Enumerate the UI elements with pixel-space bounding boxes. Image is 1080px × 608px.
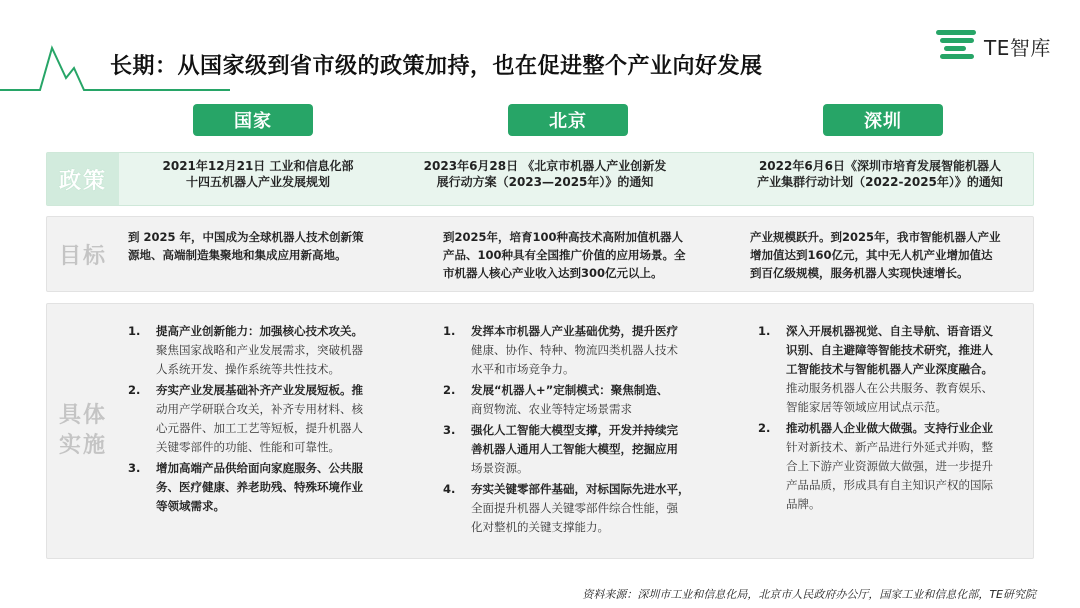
list-item — [443, 421, 713, 478]
list-item — [758, 419, 1030, 514]
policy-beijing — [410, 158, 680, 190]
measures-beijing — [443, 322, 713, 539]
list-item-line: 等领域需求。 — [156, 499, 225, 513]
column-header-beijing: 北京 — [508, 104, 628, 136]
list-item-line: 动用产学研联合攻关，补齐专用材料、核 — [156, 402, 363, 416]
list-item-number: 3. — [443, 423, 456, 437]
list-item-number: 4. — [443, 482, 456, 496]
list-item — [443, 480, 713, 537]
goal-shenzhen-line1: 产业规模跃升。到2025年，我市智能机器人产业 — [750, 230, 1001, 244]
row-label-policy: 政策 — [58, 168, 107, 194]
list-item-number: 1. — [758, 324, 771, 338]
goal-national-line1: 到 2025 年，中国成为全球机器人技术创新策 — [128, 230, 364, 244]
policy-national — [128, 158, 388, 190]
list-item-number: 3. — [128, 461, 141, 475]
policy-national-line1: 2021年12月21日 工业和信息化部 — [162, 159, 354, 173]
goal-shenzhen-line2: 增加值达到160亿元，其中无人机产业增加值达 — [750, 248, 993, 262]
list-item-line: 发展“机器人+”定制模式：聚焦制造、 — [471, 383, 669, 397]
policy-shenzhen-line1: 2022年6月6日《深圳市培育发展智能机器人 — [758, 159, 1002, 173]
list-item-line: 产品品质，形成具有自主知识产权的国际 — [786, 478, 993, 492]
row-label-measures-line2: 实施 — [58, 433, 107, 458]
list-item-line: 推动服务机器人在公共服务、教育娱乐、 — [786, 381, 993, 395]
list-item-line: 识别、自主避障等智能技术研究，推进人 — [786, 343, 993, 357]
policy-beijing-line1: 2023年6月28日 《北京市机器人产业创新发 — [423, 159, 667, 173]
te-stripes-logo-icon — [936, 30, 978, 62]
column-header-national: 国家 — [193, 104, 313, 136]
list-item-line: 夯实产业发展基础补齐产业发展短板。推 — [156, 383, 363, 397]
goal-national-line2: 源地、高端制造集聚地和集成应用新高地。 — [128, 248, 347, 262]
list-item-line: 合上下游产业资源做大做强，进一步提升 — [786, 459, 993, 473]
list-item-number: 2. — [128, 383, 141, 397]
list-item-line: 商贸物流、农业等特定场景需求 — [471, 402, 632, 416]
list-item-line: 聚焦国家战略和产业发展需求，突破机器 — [156, 343, 363, 357]
policy-national-line2: 十四五机器人产业发展规划 — [185, 175, 330, 189]
goal-national — [128, 228, 388, 264]
list-item — [128, 322, 388, 379]
list-item-number: 1. — [443, 324, 456, 338]
list-item — [758, 322, 1030, 417]
measures-shenzhen — [758, 322, 1030, 516]
goal-beijing-line1: 到2025年，培育100种高技术高附加值机器人 — [443, 230, 684, 244]
list-item-line: 针对新技术、新产品进行外延式并购，整 — [786, 440, 993, 454]
list-item-line: 化对整机的关键支撑能力。 — [471, 520, 609, 534]
list-item-number: 2. — [443, 383, 456, 397]
row-label-measures — [47, 304, 119, 558]
row-label-measures-line1: 具体 — [58, 403, 107, 428]
list-item-number: 2. — [758, 421, 771, 435]
list-item-line: 增加高端产品供给面向家庭服务、公共服 — [156, 461, 363, 475]
list-item-line: 善机器人通用人工智能大模型，挖掘应用 — [471, 442, 678, 456]
list-item-line: 智能家居等领域应用试点示范。 — [786, 400, 947, 414]
list-item-line: 强化人工智能大模型支撑，开发并持续完 — [471, 423, 678, 437]
list-item-line: 关键零部件的功能、性能和可靠性。 — [156, 440, 340, 454]
list-item-line: 健康、协作、特种、物流四类机器人技术 — [471, 343, 678, 357]
list-item-line: 发挥本市机器人产业基础优势，提升医疗 — [471, 324, 678, 338]
list-item-line: 人系统开发、操作系统等共性技术。 — [156, 362, 340, 376]
goal-shenzhen-line3: 到百亿级规模，服务机器人实现快速增长。 — [750, 266, 969, 280]
list-item — [443, 381, 713, 419]
list-item-line: 提高产业创新能力：加强核心技术攻关。 — [156, 324, 363, 338]
logo — [936, 30, 1051, 62]
list-item-line: 品牌。 — [786, 497, 821, 511]
list-item-line: 水平和市场竞争力。 — [471, 362, 575, 376]
policy-shenzhen — [732, 158, 1028, 190]
list-item-number: 1. — [128, 324, 141, 338]
list-item — [128, 381, 388, 457]
list-item-line: 深入开展机器视觉、自主导航、语音语义 — [786, 324, 993, 338]
row-label-goal: 目标 — [58, 243, 107, 269]
list-item-line: 心元器件、加工工艺等短板，提升机器人 — [156, 421, 363, 435]
goal-beijing — [443, 228, 713, 282]
goal-shenzhen — [750, 228, 1030, 282]
list-item — [443, 322, 713, 379]
list-item-line: 夯实关键零部件基础，对标国际先进水平， — [471, 482, 690, 496]
source-note: 资料来源：深圳市工业和信息化局，北京市人民政府办公厅，国家工业和信息化部，TE研究院 — [582, 588, 1036, 601]
policy-beijing-line2: 展行动方案（2023—2025年）》的通知 — [436, 175, 654, 189]
measures-national — [128, 322, 388, 518]
column-header-shenzhen: 深圳 — [823, 104, 943, 136]
list-item-line: 务、医疗健康、养老助残、特殊环境作业 — [156, 480, 363, 494]
logo-text: TE智库 — [984, 35, 1051, 60]
list-item-line: 全面提升机器人关键零部件综合性能，强 — [471, 501, 678, 515]
goal-beijing-line2: 产品、100种具有全国推广价值的应用场景。全 — [443, 248, 686, 262]
list-item-line: 工智能技术与智能机器人产业深度融合。 — [786, 362, 993, 376]
page-title: 长期：从国家级到省市级的政策加持，也在促进整个产业向好发展 — [110, 54, 763, 79]
policy-shenzhen-line2: 产业集群行动计划（2022-2025年）》的通知 — [757, 175, 1003, 189]
list-item-line: 推动机器人企业做大做强。支持行业企业 — [786, 421, 993, 435]
goal-beijing-line3: 市机器人核心产业收入达到300亿元以上。 — [443, 266, 663, 280]
list-item-line: 场景资源。 — [471, 461, 529, 475]
list-item — [128, 459, 388, 516]
